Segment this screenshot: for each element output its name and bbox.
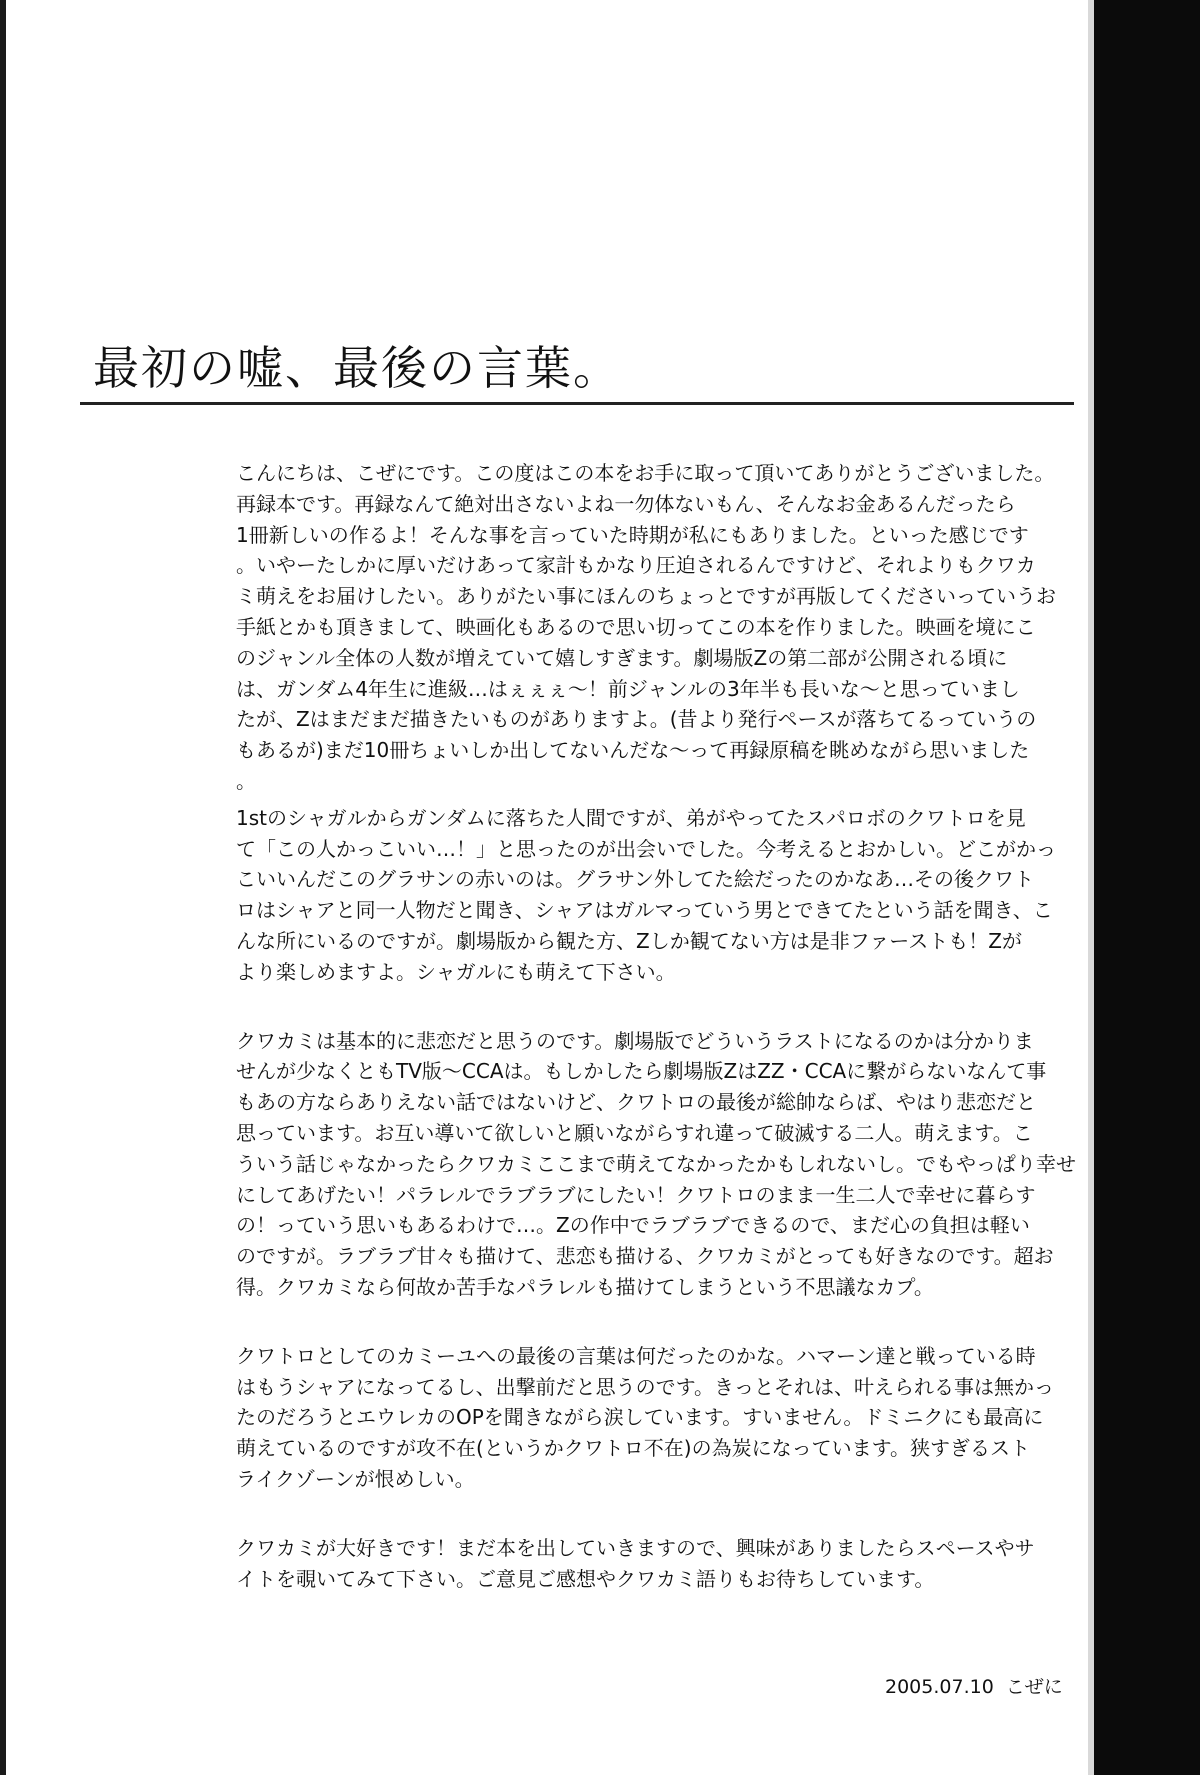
text-line: 。 (236, 768, 256, 793)
text-line: ロはシャアと同一人物だと聞き、シャアはガルマっていう男とできてたという話を聞き、こ (236, 898, 1053, 923)
title-underline (80, 402, 1074, 405)
text-line: せんが少なくともTV版～CCAは。もしかしたら劇場版ZはZZ・CCAに繋がらないなんて事 (236, 1059, 1047, 1084)
text-line: 再録本です。再録なんて絶対出さないよね一勿体ないもん、そんなお金あるんだったら (236, 491, 1016, 516)
text-line: 1冊新しいの作るよ！そんな事を言っていた時期が私にもありました。といった感じです (236, 522, 1029, 547)
text-line: はもうシャアになってるし、出撃前だと思うのです。きっとそれは、叶えられる事は無かっ (236, 1374, 1054, 1399)
signature (885, 1672, 1063, 1699)
text-line: より楽しめますよ。シャガルにも萌えて下さい。 (236, 959, 676, 984)
text-line: ライクゾーンが恨めしい。 (236, 1466, 475, 1491)
text-line: こいいんだこのグラサンの赤いのは。グラサン外してた絵だったのかなあ…その後クワト (236, 867, 1034, 892)
paragraph-tragic-love (236, 1026, 1076, 1303)
text-line: もあるが)まだ10冊ちょいしか出してないんだな～って再録原稿を眺めながら思いました (236, 738, 1030, 763)
page-title: 最初の嘘、最後の言葉。 (93, 341, 621, 395)
body-text (236, 458, 1076, 1594)
text-line: こんにちは、こぜにです。この度はこの本をお手に取って頂いてありがとうございました。 (236, 461, 1055, 485)
paragraph-last-words (236, 1341, 1076, 1495)
signature-author: こぜに (1005, 1676, 1063, 1698)
text-line: たのだろうとエウレカのOPを聞きながら涙しています。すいません。ドミニクにも最高に (236, 1405, 1044, 1430)
paragraph-spacer (236, 1303, 1076, 1341)
text-line: もあの方ならありえない話ではないけど、クワトロの最後が総帥ならば、やはり悲恋だと (236, 1090, 1036, 1115)
text-line: イトを覗いてみて下さい。ご意見ご感想やクワカミ語りもお待ちしています。 (236, 1566, 935, 1591)
text-line: ういう話じゃなかったらクワカミここまで萌えてなかったかもしれないし。でもやっぱり幸せ (236, 1151, 1076, 1176)
text-line: て「この人かっこいい…！」と思ったのが出会いでした。今考えるとおかしい。どこがかっ (236, 836, 1056, 861)
text-line: にしてあげたい！パラレルでラブラブにしたい！クワトロのまま一生二人で幸せに暮らす (236, 1182, 1036, 1207)
text-line: は、ガンダム4年生に進級…はぇぇぇ～！前ジャンルの3年半も長いな～と思っていまし (236, 676, 1020, 701)
paragraph-intro (236, 458, 1076, 797)
paragraph-spacer (236, 988, 1076, 1026)
text-line: クワカミが大好きです！まだ本を出していきますので、興味がありましたらスペースやサ (236, 1535, 1035, 1560)
paragraph-spacer (236, 1495, 1076, 1533)
paragraph-first-love (236, 803, 1076, 988)
text-line: 1stのシャガルからガンダムに落ちた人間ですが、弟がやってたスパロボのクワトロを見 (236, 805, 1026, 830)
text-line: たが、Zはまだまだ描きたいものがありますよ。(昔より発行ペースが落ちてるっていうの (236, 707, 1037, 732)
text-line: んな所にいるのですが。劇場版から観た方、Zしか観てない方は是非ファーストも！Zが (236, 928, 1023, 953)
text-line: のですが。ラブラブ甘々も描けて、悲恋も描ける、クワカミがとっても好きなのです。超お (236, 1244, 1054, 1269)
text-line: 。いやーたしかに厚いだけあって家計もかなり圧迫されるんですけど、それよりもクワカ (236, 553, 1036, 578)
paragraph-closing (236, 1533, 1076, 1595)
text-line: 思っています。お互い導いて欲しいと願いながらすれ違って破滅する二人。萌えます。こ (236, 1120, 1033, 1145)
text-line: クワトロとしてのカミーユへの最後の言葉は何だったのかな。ハマーン達と戦っている時 (236, 1343, 1036, 1368)
text-line: のジャンル全体の人数が増えていて嬉しすぎます。劇場版Zの第二部が公開される頃に (236, 645, 1008, 670)
page-right-edge (1094, 0, 1200, 1775)
signature-date: 2005.07.10 (885, 1676, 994, 1698)
page-left-edge (0, 0, 6, 1775)
text-line: ミ萌えをお届けしたい。ありがたい事にほんのちょっとですが再版してくださいっていうお (236, 584, 1056, 609)
text-line: 萌えているのですが攻不在(というかクワトロ不在)の為炭になっています。狭すぎるスト (236, 1436, 1031, 1461)
text-line: クワカミは基本的に悲恋だと思うのです。劇場版でどういうラストになるのかは分かりま (236, 1028, 1034, 1053)
text-line: の！っていう思いもあるわけで…。Zの作中でラブラブできるので、まだ心の負担は軽い (236, 1213, 1030, 1238)
text-line: 得。クワカミなら何故か苦手なパラレルも描けてしまうという不思議なカプ。 (236, 1274, 934, 1299)
text-line: 手紙とかも頂きまして、映画化もあるので思い切ってこの本を作りました。映画を境にこ (236, 614, 1036, 639)
